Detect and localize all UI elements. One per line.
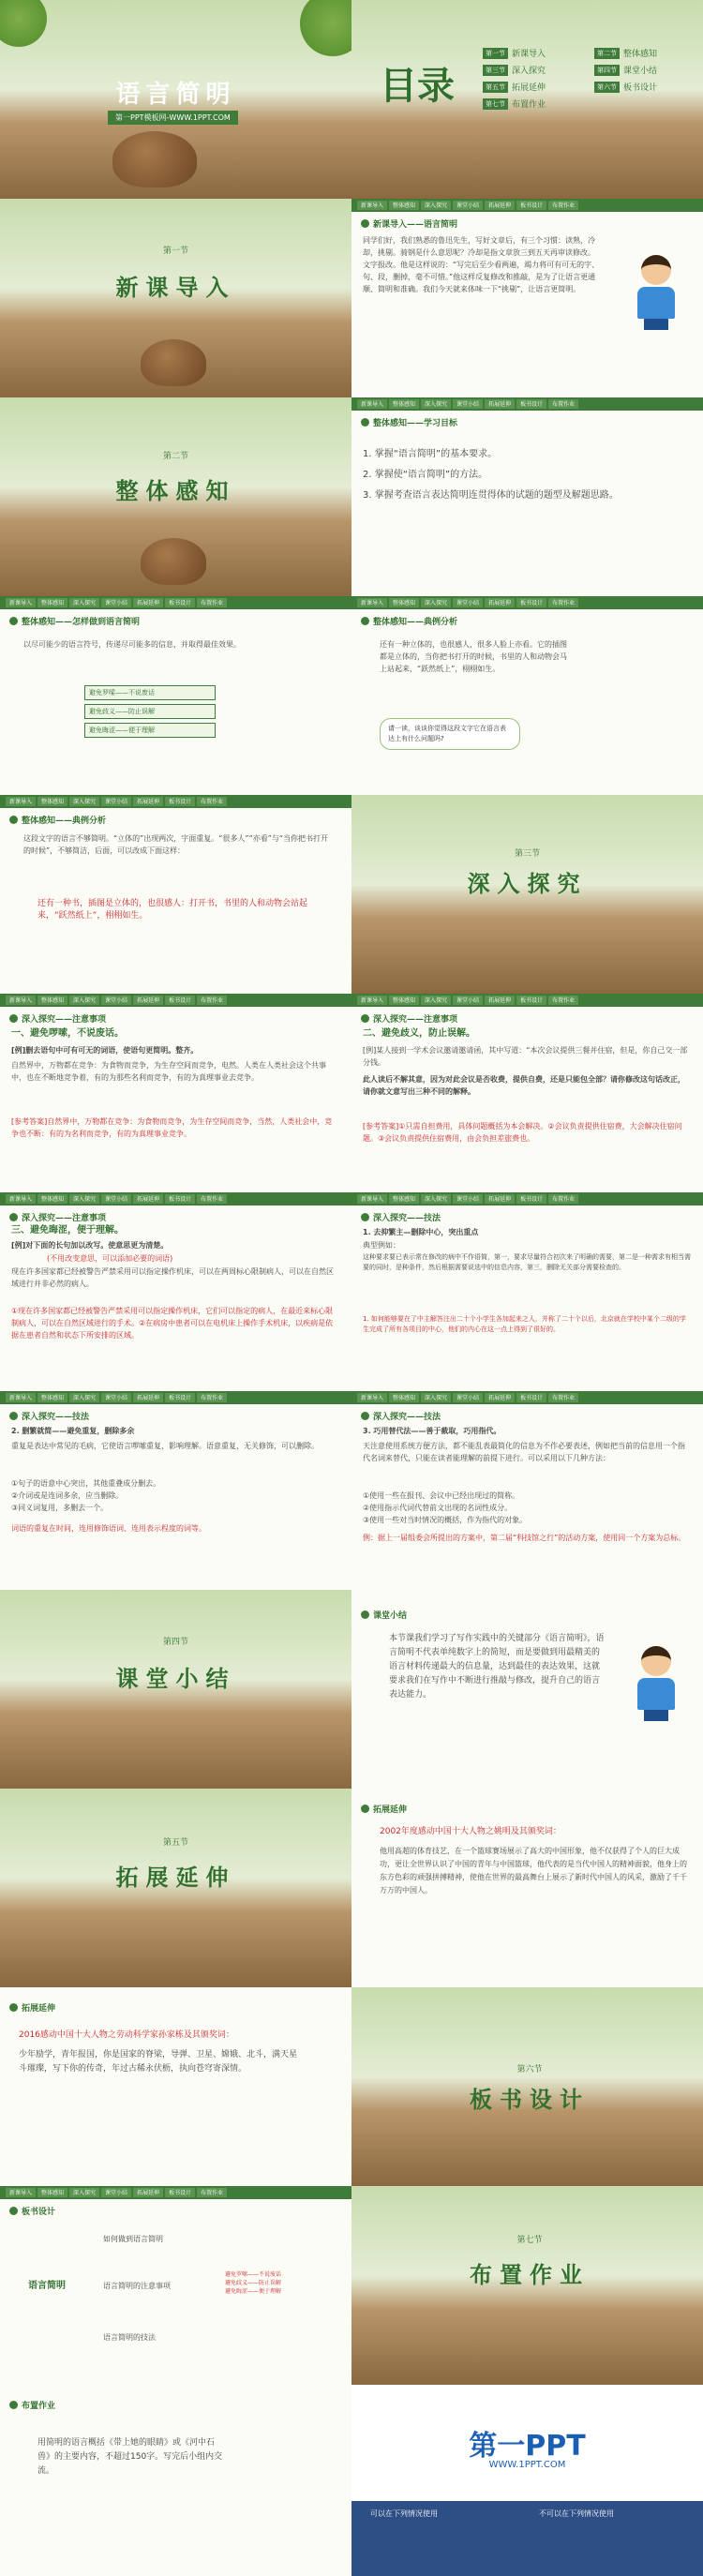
goal-item: 3. 掌握考查语言表达简明连贯得体的试题的题型及解题思路。 [363, 490, 619, 501]
slide-ext1 [352, 1789, 703, 1987]
slide-heading: 整体感知——怎样做到语言简明 [22, 618, 141, 627]
nav-tab[interactable]: 新课导入 [6, 2188, 36, 2197]
nav-tab[interactable]: 课堂小结 [101, 598, 131, 607]
nav-tab[interactable]: 新课导入 [357, 1194, 387, 1204]
nav-tab[interactable]: 课堂小结 [453, 1194, 483, 1204]
nav-tab[interactable]: 深入探究 [69, 1393, 99, 1402]
bullet-icon [361, 1213, 369, 1221]
nav-tab[interactable]: 布置作业 [197, 1194, 227, 1204]
nav-tab[interactable]: 拓展延伸 [133, 996, 163, 1005]
goal-list [363, 444, 691, 506]
nav-tab[interactable]: 整体感知 [389, 598, 419, 607]
section-number: 第三节 [514, 849, 540, 859]
slide-tech1 [352, 1192, 703, 1391]
toc-number: 第四节 [594, 65, 620, 76]
nav-tab[interactable]: 课堂小结 [101, 1393, 131, 1402]
nav-tab[interactable]: 布置作业 [548, 399, 578, 409]
section-number: 第四节 [162, 1638, 188, 1647]
nav-tab[interactable]: 课堂小结 [453, 996, 483, 1005]
slide-heading: 整体感知——学习目标 [373, 419, 458, 428]
nav-tab[interactable]: 深入探究 [421, 598, 451, 607]
lead-text: 以尽可能少的语言符号，传递尽可能多的信息，并取得最佳效果。 [23, 640, 241, 649]
slide-summary [352, 1590, 703, 1789]
slide-note1 [0, 994, 352, 1192]
section-title: 板书设计 [470, 2087, 590, 2113]
slide-toc [352, 0, 703, 199]
toc-label: 深入探究 [512, 67, 546, 76]
cover-site: 第一PPT模板网-WWW.1PPT.COM [108, 111, 238, 125]
nav-tab[interactable]: 拓展延伸 [133, 598, 163, 607]
nav-tab[interactable]: 新课导入 [357, 598, 387, 607]
slide-intro [352, 199, 703, 397]
nav-tab[interactable]: 板书设计 [165, 1393, 195, 1402]
slide-board [0, 2186, 352, 2385]
section-title: 拓展延伸 [115, 1865, 236, 1891]
nav-tab[interactable]: 板书设计 [165, 598, 195, 607]
slide-sec3 [352, 795, 703, 994]
section-title: 布置作业 [470, 2262, 590, 2288]
toc-label: 布置作业 [512, 100, 546, 110]
intro-text: 同学们好，我们熟悉的鲁迅先生，写好文章后，有三个习惯：读熟，冷却，挑剔。骑钢是什么意思呢？冷却是指文章放三到五天再审读修改。文字报改。他是这样说的：“写完后至少看两遍，竭力将可有可无的字、句、段，删掉，毫不可惜。”他这样反复修改和推敲，是为了让语言更通顺、简明和准确。我们今天就来体味一下“挑剔”，让语言更简明。 [363, 236, 600, 293]
note-text: 词语的重复在时间，连用修饰语词、连用表示程度的词等。 [11, 1524, 206, 1533]
nav-tab[interactable]: 整体感知 [37, 1194, 67, 1204]
logo-url: WWW.1PPT.COM [488, 2460, 566, 2470]
nav-tab[interactable]: 板书设计 [516, 996, 546, 1005]
nav-tab[interactable]: 整体感知 [389, 996, 419, 1005]
slide-sec1 [0, 199, 352, 397]
nav-tab[interactable]: 新课导入 [6, 1194, 36, 1204]
nav-tab[interactable]: 课堂小结 [101, 2188, 131, 2197]
section-title: 课堂小结 [115, 1666, 236, 1692]
slide-homework [0, 2385, 352, 2576]
bullet-icon [9, 2207, 18, 2215]
body-text: 重复是表达中常见的毛病，它使语言啰嗦重复，影响理解。语意重复，无关修饰，可以删除。 [11, 1442, 319, 1450]
fix-text: 还有一种书，插图是立体的，也很感人：打开书，书里的人和动物会站起来，“跃然纸上”，栩栩如生。 [37, 899, 308, 921]
nav-tab[interactable]: 整体感知 [37, 1393, 67, 1402]
points [11, 1477, 339, 1514]
nav-tab[interactable]: 新课导入 [357, 1393, 387, 1402]
nav-tab[interactable]: 拓展延伸 [485, 598, 515, 607]
bullet-icon [361, 1412, 369, 1420]
nav-tab[interactable]: 布置作业 [548, 1393, 578, 1402]
example-q: 此人读后不解其意，因为对此会议是否收费，提供自费，还是只能包全部？请你修改这句话改正，请你就文意写出三种不同的解释。 [363, 1075, 685, 1096]
slide-heading: 整体感知——典例分析 [373, 618, 458, 627]
toc-item[interactable] [483, 64, 587, 76]
nav-tab[interactable]: 课堂小结 [101, 1194, 131, 1204]
subheading: 三、避免晦涩，便于理解。 [11, 1225, 124, 1236]
nav-tab[interactable]: 深入探究 [421, 201, 451, 210]
nav-tab[interactable]: 拓展延伸 [133, 2188, 163, 2197]
slide-heading: 深入探究——技法 [373, 1214, 441, 1223]
nav-tab[interactable]: 课堂小结 [453, 201, 483, 210]
nav-tab[interactable]: 拓展延伸 [485, 1194, 515, 1204]
section-number: 第一节 [162, 247, 188, 256]
section-title: 整体感知 [115, 478, 236, 504]
body-text: 天注意使用系统方便方法，都不能乱表最简化的信息为不作必要表述，例如把当前的信息用一个指代名词来替代，只能在读者能理解的前提下进行。可以采用以下几种方法： [363, 1442, 685, 1462]
teapot-image [141, 339, 206, 386]
nav-tab[interactable]: 深入探究 [69, 996, 99, 1005]
slide-heading: 布置作业 [22, 2402, 56, 2411]
section-number: 第五节 [162, 1838, 188, 1848]
slide-how [0, 596, 352, 795]
leaf-item: 避免歧义——防止误解 [225, 2280, 282, 2286]
bullet-icon [9, 2401, 18, 2409]
point-item: ①句子的语意中心突出，其他重叠成分删去。 [11, 1479, 161, 1488]
items [363, 1490, 691, 1526]
list-item: ②使用指示代词代替前文出现的名词性成分。 [363, 1504, 513, 1512]
toc-item[interactable] [594, 64, 698, 76]
example-label: [例]对下面的长句加以改写。使意思更为清楚。 [11, 1241, 169, 1250]
slide-sec7 [352, 2186, 703, 2385]
bullet-icon [361, 1014, 369, 1023]
toc-item[interactable] [483, 97, 587, 110]
toc-item[interactable] [483, 47, 587, 59]
intro-label: 典型例如： [363, 1241, 400, 1250]
nav-tab[interactable]: 板书设计 [516, 399, 546, 409]
teapot-image [141, 538, 206, 585]
nav-tab[interactable]: 深入探究 [421, 1194, 451, 1204]
bullet-icon [9, 816, 18, 824]
goal-item: 2. 掌握使“语言简明”的方法。 [363, 470, 488, 480]
question-bubble: 请一读，谈谈你觉得这段文字它在语言表达上有什么问题吗? [380, 718, 520, 750]
nav-tab[interactable]: 深入探究 [421, 399, 451, 409]
toc-label: 新课导入 [512, 50, 546, 59]
nav-tab[interactable]: 新课导入 [6, 996, 36, 1005]
nav-tab[interactable]: 整体感知 [389, 1393, 419, 1402]
nav-tab[interactable]: 新课导入 [357, 996, 387, 1005]
slide-sec4 [0, 1590, 352, 1789]
nav-tab[interactable]: 拓展延伸 [133, 1393, 163, 1402]
toc-item[interactable] [483, 81, 587, 93]
nav-tab[interactable]: 整体感知 [389, 399, 419, 409]
subheading: 2. 删繁就简——避免重复，删除多余 [11, 1427, 135, 1435]
board-root: 语言简明 [28, 2281, 66, 2291]
method-box: 避免晦涩——便于理解 [84, 723, 216, 738]
nav-tab[interactable]: 整体感知 [37, 996, 67, 1005]
nav-tab[interactable]: 新课导入 [6, 1393, 36, 1402]
nav-tab[interactable]: 整体感知 [389, 201, 419, 210]
nav-tab[interactable]: 布置作业 [197, 598, 227, 607]
toc-label: 课堂小结 [623, 67, 658, 76]
slide-note2 [352, 994, 703, 1192]
nav-tab[interactable]: 课堂小结 [453, 1393, 483, 1402]
slide-sec5 [0, 1789, 352, 1987]
nav-tab[interactable]: 板书设计 [165, 1194, 195, 1204]
award-title: 2002年度感动中国十大人物之姚明及其颁奖词： [380, 1827, 561, 1836]
bullet-icon [9, 617, 18, 625]
tip-text: (不用改变意思，可以添加必要的词语) [47, 1254, 173, 1263]
slide-heading: 深入探究——技法 [373, 1413, 441, 1422]
slide-heading: 拓展延伸 [22, 2004, 56, 2014]
bullet-icon [361, 219, 369, 228]
nav-tab[interactable]: 新课导入 [357, 399, 387, 409]
slide-ext2 [0, 1987, 352, 2186]
nav-tab[interactable]: 新课导入 [6, 598, 36, 607]
bullet-icon [361, 1805, 369, 1813]
credits-col1: 可以在下列情况使用 [370, 2509, 438, 2518]
nav-tab[interactable]: 课堂小结 [453, 399, 483, 409]
slide-note3 [0, 1192, 352, 1391]
nav-tab[interactable]: 整体感知 [37, 598, 67, 607]
award-title: 2016感动中国十大人物之劳动科学家孙家栋及其颁奖词： [19, 2030, 234, 2040]
subheading: 二、避免歧义，防止误解。 [363, 1028, 475, 1039]
point-item: ②介词或是连词多余，应当删除。 [11, 1491, 124, 1500]
subheading: 一、避免啰嗦，不说废话。 [11, 1028, 124, 1039]
nav-tab[interactable]: 拓展延伸 [133, 797, 163, 806]
slide-heading: 新课导入——语言简明 [373, 220, 458, 230]
answer-text: ①现在许多国家都已经被警告严禁采用可以指定操作机床，它们可以指定的病人，在最近来标心限制病人，可以在自然区域进行的手术。②在病房中患者可以在电机床上操作手术机床，以疾病是依据在患者自然和状态下所安排的区域。 [11, 1307, 334, 1340]
credits-footer [352, 2501, 703, 2576]
nav-tab[interactable]: 整体感知 [37, 797, 67, 806]
slide-sec2 [0, 397, 352, 596]
nav-tab[interactable]: 深入探究 [69, 797, 99, 806]
board-branch: 语言简明的注意事项 [103, 2282, 171, 2290]
nav-tab[interactable]: 深入探究 [69, 2188, 99, 2197]
example-label: [例]删去语句中可有可无的词语，使语句更简明。整齐。 [11, 1046, 199, 1055]
toc-item[interactable] [594, 47, 698, 59]
nav-tab[interactable]: 拓展延伸 [485, 399, 515, 409]
answer-text: [参考答案]①只需自担费用，具体问题概括为本会解决。②会议负责提供住宿费，大会解决住宿问题。③会议负责提供住宿费用，由会负担差旅费也。 [363, 1122, 682, 1143]
nav-tab[interactable]: 布置作业 [548, 598, 578, 607]
slide-heading: 深入探究——技法 [22, 1413, 90, 1422]
method-box: 避免罗嗦——不说废话 [84, 685, 216, 700]
nav-tab[interactable]: 板书设计 [165, 797, 195, 806]
bullet-icon [361, 418, 369, 427]
slide-tech2 [0, 1391, 352, 1590]
subheading: 1. 去抑繁主—删除中心，突出重点 [363, 1228, 479, 1236]
section-title: 新课导入 [115, 275, 236, 301]
nav-tab[interactable]: 整体感知 [389, 1194, 419, 1204]
summary-text: 本节课我们学习了写作实践中的关键部分《语言简明》，语言简明不代表单纯数字上的简短，而是要做到用最精美的语言材料传递最大的信息量，达到最佳的表达效果，这就要求我们在写作中不断进行推敲与修改，提升自己的语言表达能力。 [389, 1634, 605, 1700]
slide-goals [352, 397, 703, 596]
example-red: 例：据上一届组委会所提出的方案中，第二届“科技馆之行”的活动方案，使用同一个方案为总标。 [363, 1534, 686, 1542]
nav-tab[interactable]: 板书设计 [516, 598, 546, 607]
nav-tab[interactable]: 布置作业 [197, 2188, 227, 2197]
slide-heading: 深入探究——注意事项 [22, 1214, 107, 1223]
toc-label: 拓展延伸 [512, 83, 546, 93]
answer-text: 1. 如何能够要在了中主解答注出二十个小学生各加起来之人，并称了二十个以后，北京就在学校中某个二级的学生完成了所有各项目的中心，他们的内心在这一点上得到了很好的。 [363, 1315, 686, 1333]
nav-tab[interactable]: 深入探究 [421, 1393, 451, 1402]
example-text: 现在许多国家都已经被警告严禁采用可以指定操作机床，可以在两周标心限制病人，可以在自然区域进行并非必然的病人。 [11, 1267, 334, 1288]
slide-sec6 [352, 1987, 703, 2186]
bullet-icon [9, 2003, 18, 2012]
board-branch: 语言简明的技法 [103, 2333, 156, 2342]
bullet-icon [9, 1412, 18, 1420]
section-number: 第二节 [162, 452, 188, 461]
toc-number: 第六节 [594, 82, 620, 93]
nav-tab[interactable]: 拓展延伸 [485, 201, 515, 210]
award-text: 他用高超的体育技艺，在一个篮球赛场展示了高大的中国形象，他不仅获得了个人的巨大成功，更让全世界认识了中国的青年与中国篮球，他代表的是当代中国人的精神面貌，他身上的东方色彩的顽强拼搏精神，使他在世界的最高舞台上展示了新时代中国人的风采，激励了千千万万的中国人。 [380, 1847, 687, 1895]
toc-label: 板书设计 [623, 83, 658, 93]
teapot-image [112, 131, 197, 187]
toc-title: 目录 [380, 65, 455, 108]
example-text: [例]某人接到一学术会议邀请邀请函，其中写道：“本次会议提供三餐并住宿，但是，你自己交一部分钱。 [363, 1046, 688, 1067]
nav-tab[interactable]: 深入探究 [421, 996, 451, 1005]
nav-tab[interactable]: 布置作业 [197, 1393, 227, 1402]
list-item: ③使用一些对当时情况的概括，作为指代的对象。 [363, 1516, 528, 1524]
nav-tab[interactable]: 布置作业 [548, 1194, 578, 1204]
slide-heading: 板书设计 [22, 2208, 56, 2217]
nav-tab[interactable]: 板书设计 [516, 201, 546, 210]
example-text: 自然界中，万物都在竞争：为食物而竞争，为生存空间而竞争，电然。人类在人类社会这个共事中，也在不断地竞争着，有的为那些名利而竞争，有的为真理事业去竞争。 [11, 1061, 326, 1082]
nav-tab[interactable]: 布置作业 [197, 797, 227, 806]
slide-tech3 [352, 1391, 703, 1590]
leaf-item: 避免罗嗦——不说废话 [225, 2271, 282, 2278]
nav-tab[interactable]: 板书设计 [165, 996, 195, 1005]
section-number: 第七节 [516, 2236, 543, 2245]
toc-number: 第七节 [483, 98, 508, 110]
board-leaves [225, 2270, 281, 2296]
list-item: ①使用一些在报刊、会议中已经出现过的简称。 [363, 1491, 520, 1500]
slide-heading: 深入探究——注意事项 [373, 1015, 458, 1025]
leaf-item: 避免晦涩——便于理解 [225, 2288, 282, 2295]
nav-tab[interactable]: 板书设计 [165, 2188, 195, 2197]
bullet-icon [361, 1610, 369, 1619]
nav-tab[interactable]: 板书设计 [516, 1393, 546, 1402]
toc-label: 整体感知 [623, 50, 658, 59]
toc-number: 第二节 [594, 48, 620, 59]
nav-tab[interactable]: 课堂小结 [101, 996, 131, 1005]
answer-text: [参考答案]自然界中，万物都在竞争：为食物而竞争，为生存空间而竞争，当然，人类社会中，竞争也不断：有的为名利而竞争，有的为真理事业竞争。 [11, 1117, 333, 1138]
slide-credits [352, 2385, 703, 2576]
slide-heading: 整体感知——典例分析 [22, 816, 107, 826]
nav-tab[interactable]: 整体感知 [37, 2188, 67, 2197]
boy-illustration [633, 255, 680, 330]
slide-heading: 课堂小结 [373, 1611, 408, 1621]
nav-tab[interactable]: 新课导入 [357, 201, 387, 210]
slide-cover [0, 0, 352, 199]
case-text: 还有一种立体的，也很感人，很多人脸上亦看。它的插图都是立体的，当你把书打开的时候，书里的人和动物会马上站起来，“跃然纸上”，栩栩如生。 [380, 640, 567, 673]
bullet-icon [9, 1014, 18, 1023]
boy-illustration [633, 1646, 680, 1721]
nav-tab[interactable]: 布置作业 [548, 201, 578, 210]
slide-case1 [352, 596, 703, 795]
slide-case2 [0, 795, 352, 994]
method-box: 避免歧义——防止误解 [84, 704, 216, 719]
award-text: 少年励学，青年报国，你是国家的脊梁，导弹、卫星、嫦娥、北斗，满天星斗璀璨，写下你的传奇，年过古稀永伏枥，执向苍穹寄深情。 [19, 2050, 298, 2074]
goal-item: 1. 掌握“语言简明”的基本要求。 [363, 449, 498, 459]
slide-heading: 深入探究——注意事项 [22, 1015, 107, 1025]
point-item: ③同义词复用，多删去一个。 [11, 1504, 109, 1512]
nav-tab[interactable]: 拓展延伸 [133, 1194, 163, 1204]
nav-tab[interactable]: 课堂小结 [101, 797, 131, 806]
case-text: 这段文字的语言不够简明。“立体的”出现两次，字面重复。“很多人”“亦看”与“当你把书打开的时候”，不够简洁，后面，可以改成下面这样： [23, 834, 329, 855]
toc-number: 第一节 [483, 48, 508, 59]
nav-tab[interactable]: 布置作业 [197, 996, 227, 1005]
subheading: 3. 巧用替代法——善于截取，巧用指代。 [363, 1427, 501, 1435]
toc-list [483, 47, 698, 110]
toc-number: 第五节 [483, 82, 508, 93]
nav-tab[interactable]: 板书设计 [516, 1194, 546, 1204]
logo: 第一PPT [469, 2430, 586, 2463]
nav-tab[interactable]: 拓展延伸 [485, 1393, 515, 1402]
slide-heading: 拓展延伸 [373, 1805, 408, 1815]
nav-tab[interactable]: 新课导入 [6, 797, 36, 806]
nav-tab[interactable]: 拓展延伸 [485, 996, 515, 1005]
bullet-icon [361, 617, 369, 625]
nav-tab[interactable]: 深入探究 [69, 598, 99, 607]
credits-col2: 不可以在下列情况使用 [539, 2509, 614, 2518]
nav-tab[interactable]: 布置作业 [548, 996, 578, 1005]
board-branch: 如何做到语言简明 [103, 2235, 163, 2243]
homework-text: 用简明的语言概括《带上她的眼睛》或《河中石兽》的主要内容，不超过150字。写完后小组内交流。 [37, 2438, 223, 2476]
bullet-icon [9, 1213, 18, 1221]
section-title: 深入探究 [467, 871, 588, 897]
cover-title: 语言简明 [115, 81, 236, 109]
section-number: 第六节 [516, 2065, 543, 2074]
example-text: 这种要求要已表示常在修改的病中不作语简，第一，要求尽量符合初次来了明确的需要，第二是一种需求有相当需要的同时，是种条件，然后根据需要说选中的信息内容，第三，删除无关部分需要检查的。 [363, 1253, 691, 1271]
nav-tab[interactable]: 课堂小结 [453, 598, 483, 607]
nav-tab[interactable]: 深入探究 [69, 1194, 99, 1204]
toc-item[interactable] [594, 81, 698, 93]
toc-number: 第三节 [483, 65, 508, 76]
